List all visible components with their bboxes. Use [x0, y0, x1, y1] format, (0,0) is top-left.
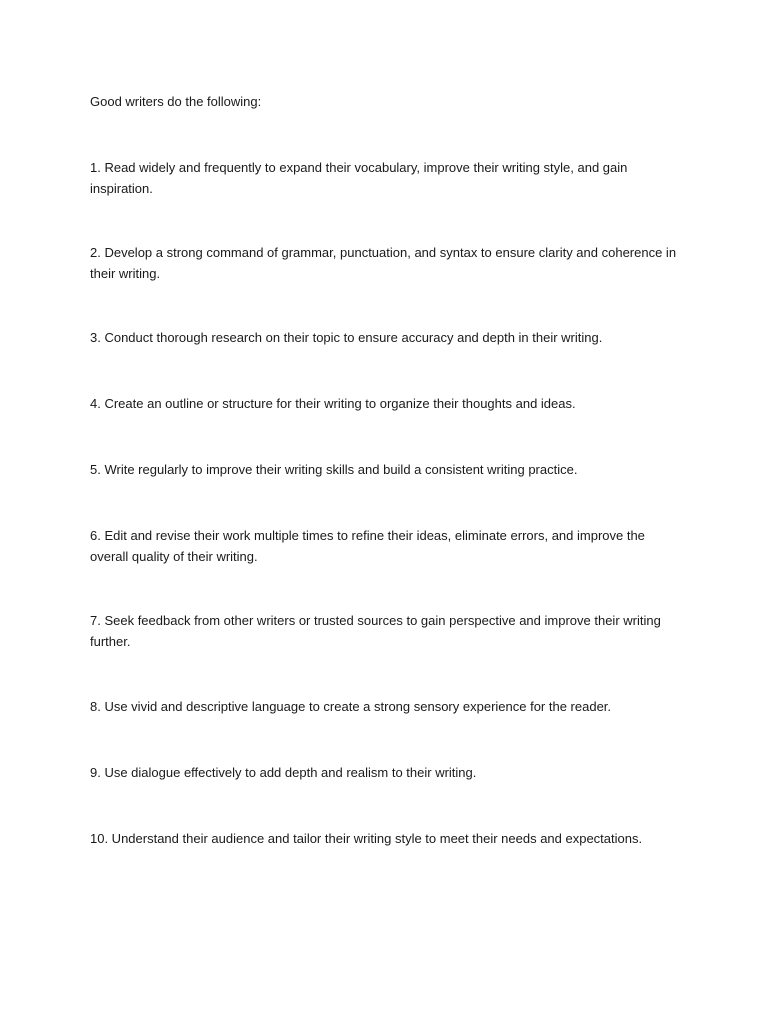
list-item: 10. Understand their audience and tailor their writing style to meet their needs and expectations.: [90, 831, 643, 846]
intro-text: Good writers do the following:: [90, 94, 262, 109]
list-item: 6. Edit and revise their work multiple times to refine their ideas, eliminate errors, and improve the overall quality of their writing.: [90, 528, 645, 564]
list-item: 5. Write regularly to improve their writing skills and build a consistent writing practice.: [90, 462, 578, 477]
list-item: 7. Seek feedback from other writers or trusted sources to gain perspective and improve their writing further.: [90, 613, 661, 649]
list-item: 4. Create an outline or structure for their writing to organize their thoughts and ideas.: [90, 396, 576, 411]
list-item: 9. Use dialogue effectively to add depth and realism to their writing.: [90, 765, 477, 780]
list-item: 3. Conduct thorough research on their topic to ensure accuracy and depth in their writing.: [90, 330, 603, 345]
document-page: [90, 92, 680, 846]
list-item: 8. Use vivid and descriptive language to create a strong sensory experience for the reader.: [90, 699, 612, 714]
list-item: 2. Develop a strong command of grammar, punctuation, and syntax to ensure clarity and coherence in their writing.: [90, 245, 677, 281]
list-item: 1. Read widely and frequently to expand their vocabulary, improve their writing style, and gain inspiration.: [90, 160, 628, 196]
